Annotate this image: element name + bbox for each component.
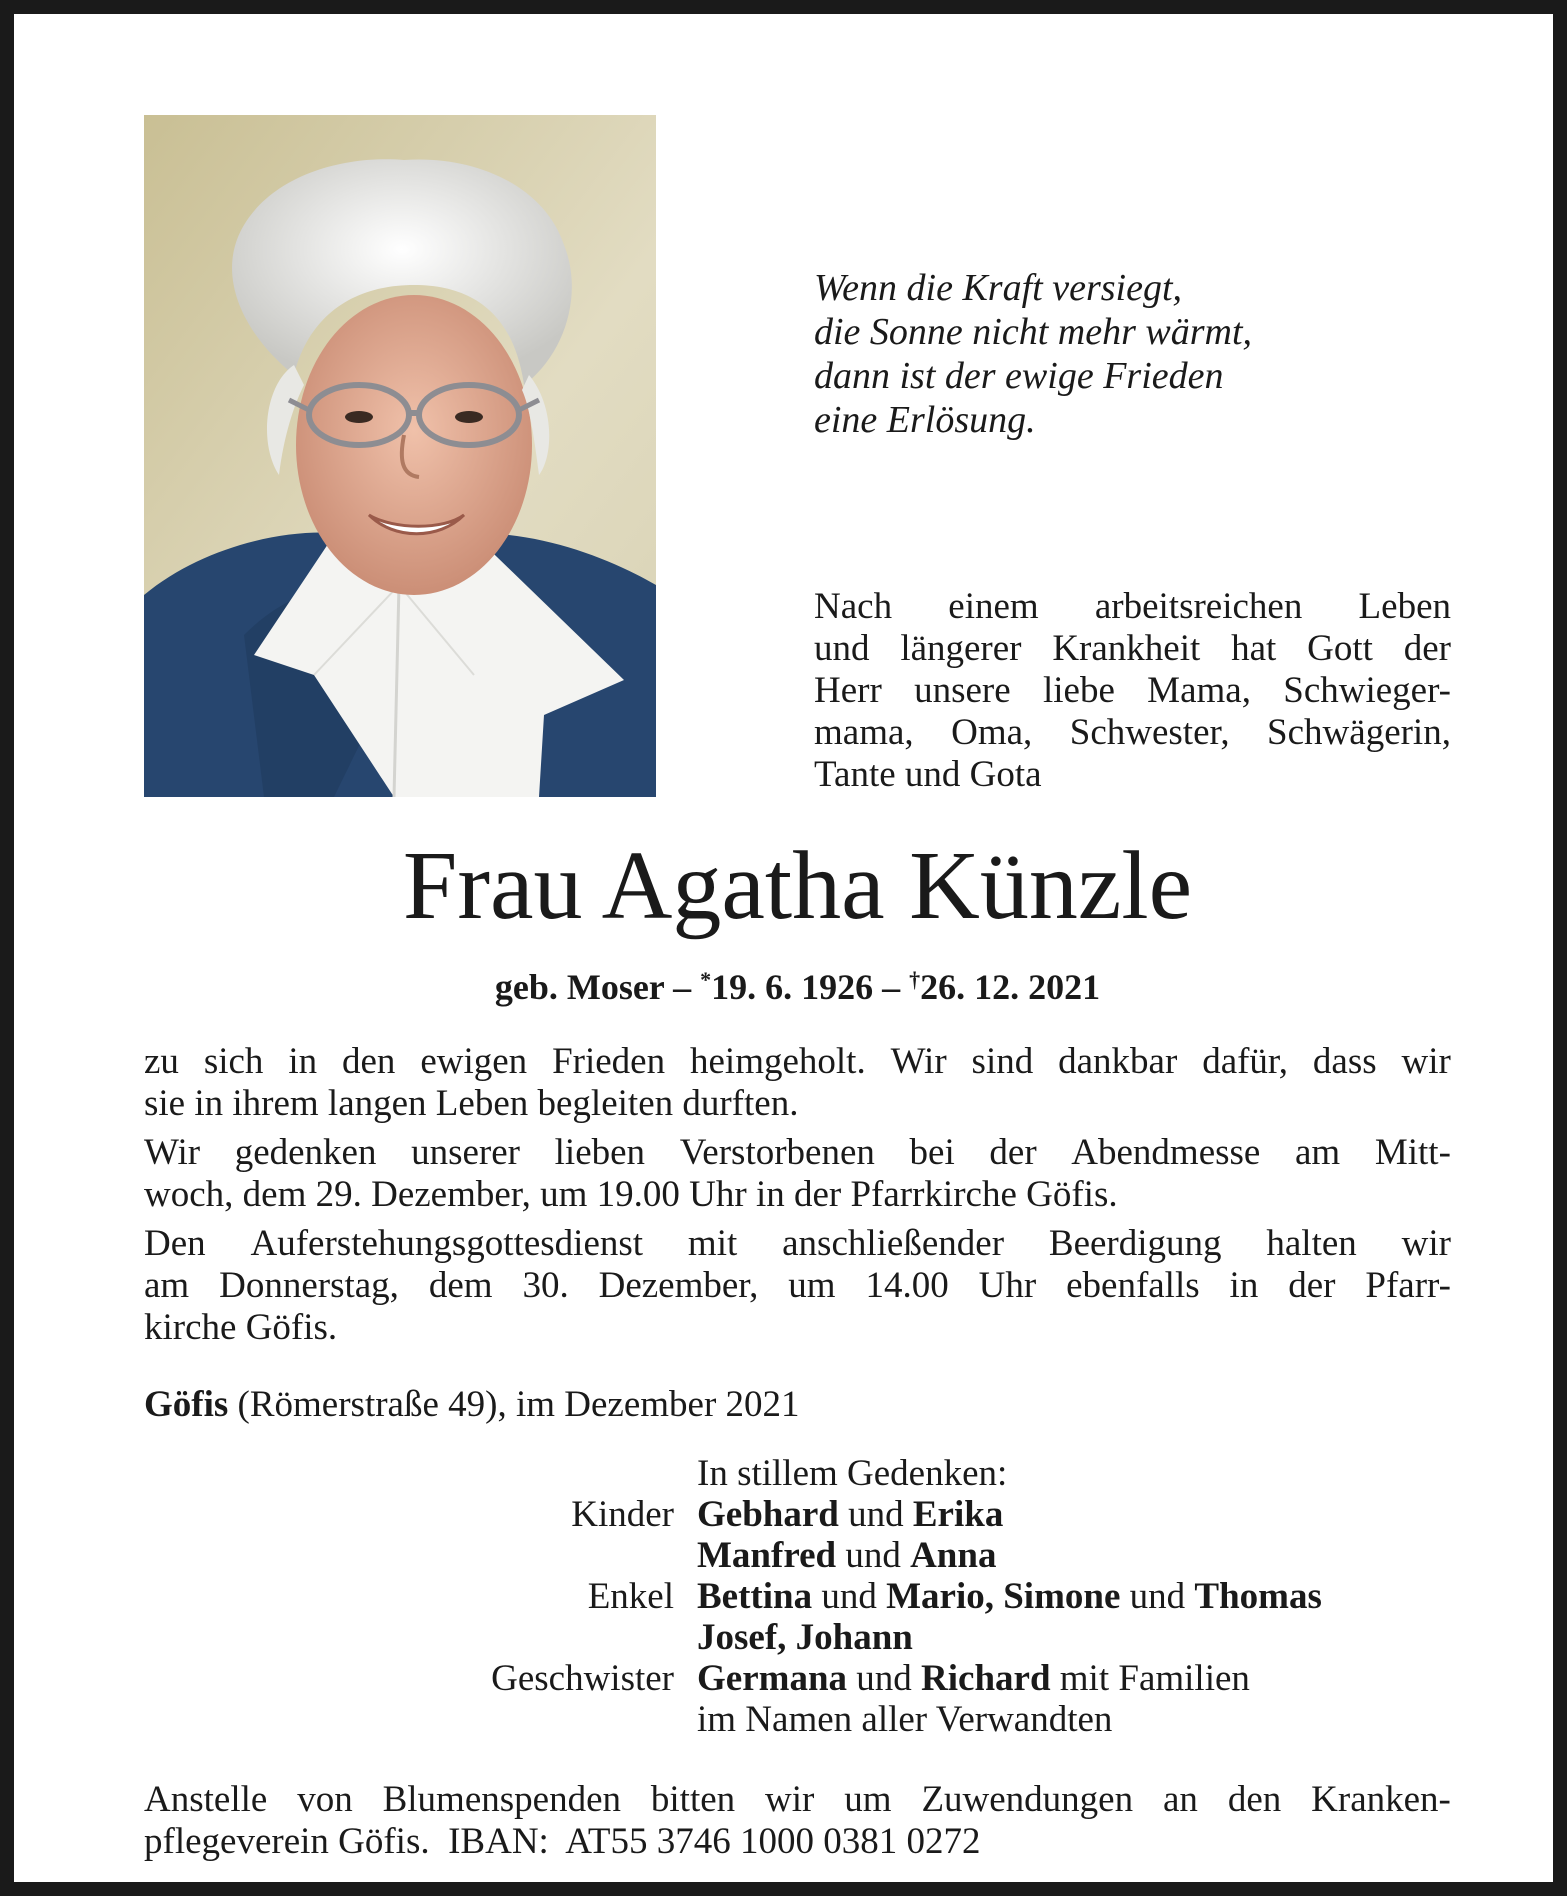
word: Auferstehungsgottesdienst [250, 1223, 644, 1264]
mourner-names [697, 1535, 996, 1576]
mourner-row-enkel-2 [314, 1617, 1322, 1658]
body-line [144, 1265, 1451, 1307]
word: mit [687, 1223, 738, 1264]
word: von [297, 1779, 353, 1820]
word: dem [428, 1265, 493, 1306]
word: Beerdigung [1048, 1223, 1222, 1264]
life-dates [14, 958, 1567, 1009]
mourner-names [697, 1494, 1003, 1535]
mourner-role-empty [314, 1617, 697, 1658]
word: halten [1266, 1223, 1357, 1264]
word: hat [1231, 628, 1277, 669]
portrait-photo [144, 115, 656, 797]
connector: und [848, 1494, 904, 1535]
word: Zuwendungen [921, 1779, 1134, 1820]
word: dass [1312, 1041, 1377, 1082]
word: wir [1401, 1223, 1451, 1264]
mourner-name: Gebhard [697, 1494, 839, 1535]
intro-paragraph [814, 586, 1451, 796]
word: 14.00 [865, 1265, 949, 1306]
word: Abendmesse [1071, 1132, 1261, 1173]
word: Frieden [552, 1041, 666, 1082]
connector: und [1129, 1576, 1186, 1617]
separator: – [673, 967, 692, 1007]
word: Schwieger- [1283, 670, 1451, 711]
word: unserer [411, 1132, 520, 1173]
word: wir [765, 1779, 815, 1820]
mourner-name: Mario, Simone [886, 1576, 1121, 1617]
word: wir [1401, 1041, 1451, 1082]
word: der [1403, 628, 1451, 669]
word: längerer [900, 628, 1022, 669]
mourner-name: Germana [697, 1658, 848, 1699]
word: zu [144, 1041, 179, 1082]
mourner-names [697, 1658, 1250, 1699]
word: Anstelle [144, 1779, 268, 1820]
mourning-label: In stillem Gedenken: [697, 1453, 1008, 1494]
word: lieben [554, 1132, 646, 1173]
mourner-name: Anna [910, 1535, 997, 1576]
word: Blumenspenden [382, 1779, 621, 1820]
word: Nach [814, 586, 893, 627]
word: Wir [890, 1041, 947, 1082]
mourner-role-empty [314, 1699, 697, 1740]
mourner-name: Bettina [697, 1576, 813, 1617]
word: heimgeholt. [690, 1041, 866, 1082]
body-line [144, 1132, 1451, 1174]
word: dankbar [1058, 1041, 1178, 1082]
word: Leben [1358, 586, 1451, 627]
word: der [1288, 1265, 1336, 1306]
mourner-role-empty [314, 1535, 697, 1576]
quote-line: die Sonne nicht mehr wärmt, [814, 311, 1253, 353]
word: am [1295, 1132, 1341, 1173]
mourner-name: Josef, Johann [697, 1617, 913, 1658]
mourners-list [314, 1494, 1322, 1740]
birth-date: 19. 6. 1926 [711, 967, 874, 1007]
relatives-text: im Namen aller Verwandten [697, 1699, 1113, 1740]
mourner-name: Manfred [697, 1535, 837, 1576]
mourner-row-enkel [314, 1576, 1322, 1617]
death-date: 26. 12. 2021 [920, 967, 1101, 1007]
mourner-names [697, 1617, 913, 1658]
word: und [814, 628, 870, 669]
word: 30. [522, 1265, 569, 1306]
donation-note [144, 1779, 1451, 1863]
deceased-name: Frau Agatha Künzle [402, 832, 1193, 940]
word: liebe [1042, 670, 1115, 711]
mourner-row-geschwister [314, 1658, 1322, 1699]
word: dafür, [1202, 1041, 1289, 1082]
word: der [989, 1132, 1037, 1173]
word: Gott [1307, 628, 1373, 669]
word: den [1227, 1779, 1282, 1820]
quote-line: eine Erlösung. [814, 399, 1036, 441]
word: Donnerstag, [219, 1265, 399, 1306]
word: Mitt- [1374, 1132, 1451, 1173]
word: Schwägerin, [1267, 712, 1451, 753]
portrait-illustration [144, 115, 656, 797]
memorial-quote [814, 266, 1252, 442]
word: den [342, 1041, 396, 1082]
word: in [1229, 1265, 1259, 1306]
quote-line: dann ist der ewige Frieden [814, 355, 1224, 397]
word: mama, [814, 712, 914, 753]
word: anschließender [782, 1223, 1005, 1264]
word: einem [948, 586, 1039, 627]
word: Den [144, 1223, 206, 1264]
mourner-row-kinder [314, 1494, 1322, 1535]
mourner-role: Kinder [571, 1494, 674, 1535]
town-name: Göfis [144, 1384, 229, 1425]
word: Uhr [978, 1265, 1037, 1306]
donation-line [144, 1779, 1451, 1821]
word: gedenken [234, 1132, 377, 1173]
word: bei [909, 1132, 955, 1173]
word: Oma, [951, 712, 1033, 753]
mourner-name: Thomas [1194, 1576, 1322, 1617]
intro-line [814, 628, 1451, 670]
body-line: sie in ihrem langen Leben begleiten durften. [144, 1083, 799, 1124]
connector: und [821, 1576, 877, 1617]
birth-symbol: * [700, 967, 712, 992]
word: Dezember, [598, 1265, 759, 1306]
place-and-date [144, 1384, 800, 1426]
word: in [288, 1041, 318, 1082]
word: Schwester, [1069, 712, 1230, 753]
body-line [144, 1041, 1451, 1083]
body-text [144, 1041, 1451, 1349]
quote-line: Wenn die Kraft versiegt, [814, 267, 1182, 309]
address-and-date: (Römerstraße 49), im Dezember 2021 [237, 1384, 800, 1425]
word: Verstorbenen [679, 1132, 875, 1173]
word: Mama, [1147, 670, 1251, 711]
mourner-name: Richard [921, 1658, 1051, 1699]
word: ewigen [420, 1041, 528, 1082]
death-symbol: † [909, 967, 921, 992]
connector: und [845, 1535, 901, 1576]
mourner-name: Erika [912, 1494, 1004, 1535]
intro-line [814, 712, 1451, 754]
body-line: woch, dem 29. Dezember, um 19.00 Uhr in der Pfarrkirche Göfis. [144, 1174, 1118, 1215]
word: Krankheit [1052, 628, 1201, 669]
mourner-names [697, 1576, 1322, 1617]
word: um [788, 1265, 836, 1306]
body-line: kirche Göfis. [144, 1307, 338, 1348]
word: Herr [814, 670, 882, 711]
word: am [144, 1265, 190, 1306]
word: sich [203, 1041, 264, 1082]
donation-line: pflegeverein Göfis. IBAN: AT55 3746 1000 0381 0272 [144, 1821, 981, 1862]
word: Wir [144, 1132, 201, 1173]
word: ebenfalls [1066, 1265, 1200, 1306]
intro-line: Tante und Gota [814, 754, 1042, 795]
word: an [1163, 1779, 1198, 1820]
mourner-row-relatives [314, 1699, 1322, 1740]
body-line [144, 1223, 1451, 1265]
intro-line [814, 670, 1451, 712]
word: Pfarr- [1365, 1265, 1451, 1306]
family-suffix: mit Familien [1059, 1658, 1250, 1699]
paragraph-evening-mass [144, 1132, 1451, 1216]
word: sind [971, 1041, 1034, 1082]
word: unsere [914, 670, 1011, 711]
mourner-role: Geschwister [491, 1658, 674, 1699]
mourner-row-kinder-2 [314, 1535, 1322, 1576]
word: um [844, 1779, 892, 1820]
mourner-role: Enkel [587, 1576, 674, 1617]
paragraph-funeral-service [144, 1223, 1451, 1349]
intro-line [814, 586, 1451, 628]
paragraph-homecoming [144, 1041, 1451, 1125]
word: Kranken- [1311, 1779, 1451, 1820]
word: arbeitsreichen [1094, 586, 1303, 627]
separator: – [882, 967, 901, 1007]
connector: und [856, 1658, 912, 1699]
word: bitten [650, 1779, 736, 1820]
maiden-name: geb. Moser [494, 967, 665, 1007]
